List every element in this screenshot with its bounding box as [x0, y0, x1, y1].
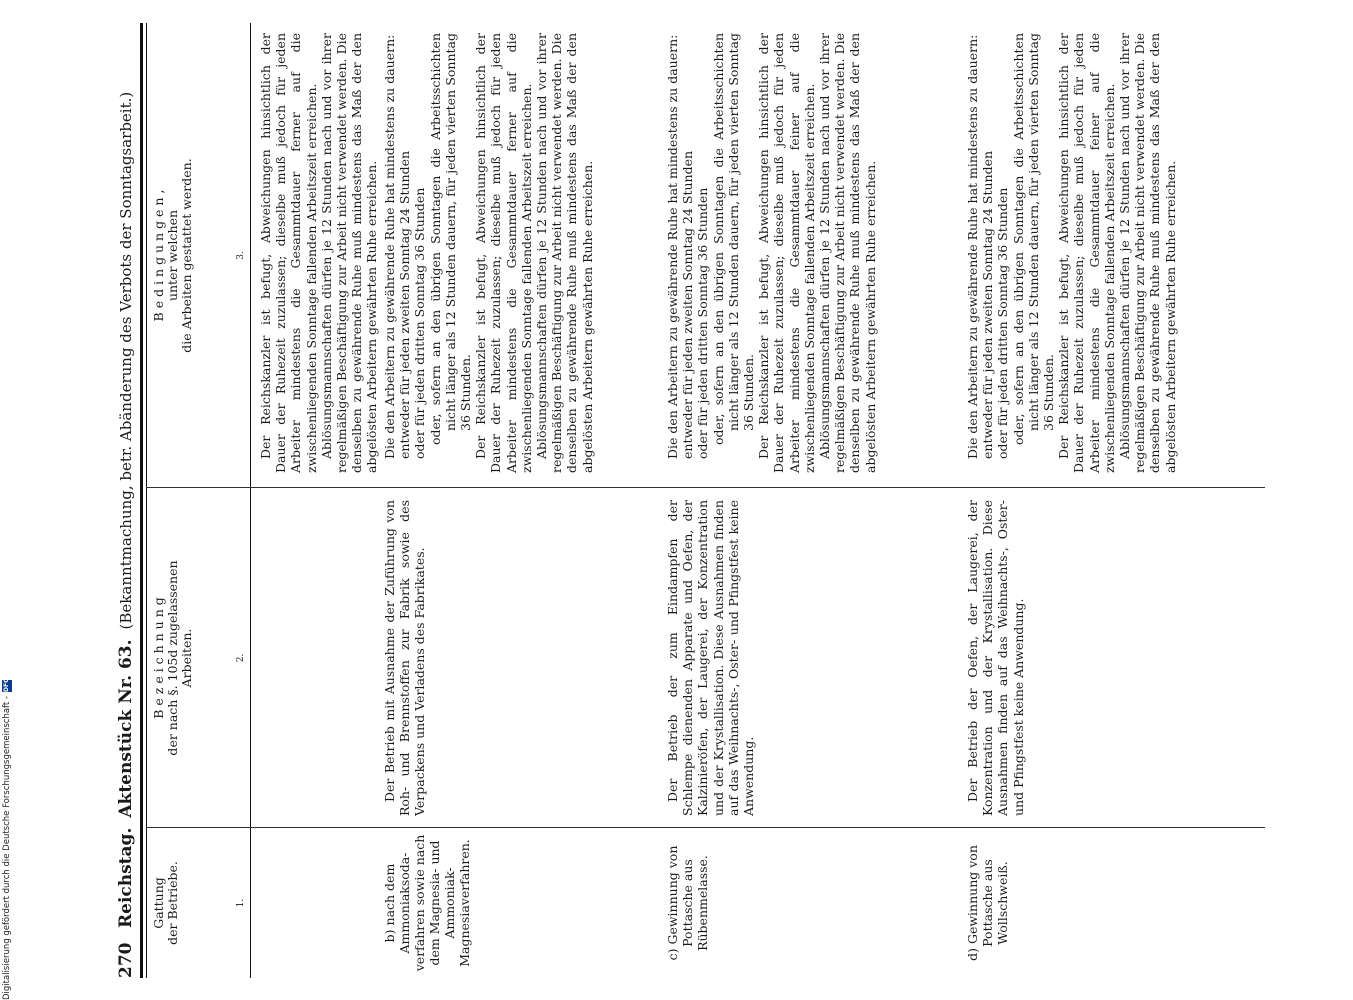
row-b-paragraph-1: Der Reichskanzler ist befugt, Abweichungen hinsichtlich der Dauer der Ruhezeit zuzulassen; dieselbe muß jedoch für jeden Arbeiter mindestens die Gesammtdauer ferner auf die zwischenliegenden Sonntage fallenden Arbeitszeit erreichen.: [473, 33, 534, 473]
row-d-option-2: oder für jeden dritten Sonntag 36 Stunden: [995, 187, 1011, 459]
row-d-work: [965, 500, 1026, 816]
row-b-option-1: entweder für jeden zweiten Sonntag 24 Stunden: [397, 150, 413, 459]
document-title: Aktenstück Nr. 63.: [115, 639, 136, 818]
column-heading-type: Gattung der Betriebe.: [151, 861, 180, 945]
column-heading-work: B e z e i c h n u n g der nach §. 105d zugelassenen Arbeiten.: [151, 560, 194, 756]
top-rule: [140, 23, 143, 978]
top-rule-thin: [146, 23, 147, 978]
dfg-logo: DFG: [3, 678, 10, 693]
column-number-2: 2.: [236, 653, 246, 663]
digitization-credit: [0, 0, 14, 1000]
row-c-work-text: Der Betrieb der zum Eindampfen der Schlempe dienenden Apparate und Oefen, der Kalzinieröfen, der Laugerei, der Konzentration und der Krystallisation. Diese Ausnahmen finden auf das Weihnachts-, Oster- und Pfingstfest keine Anwendung.: [665, 500, 757, 816]
row-c-cond-intro: Die den Arbeitern zu gewährende Ruhe hat mindestens zu dauern:: [665, 34, 680, 459]
row-d-cond-intro: Die den Arbeitern zu gewährende Ruhe hat mindestens zu dauern:: [965, 34, 980, 459]
row-b-option-3: oder, sofern an den übrigen Sonntagen die Arbeitsschichten nicht länger als 12 Stunden dauern, für jeden vierten Sonntag 36 Stunden.: [427, 33, 474, 445]
row-d-option-3: oder, sofern an den übrigen Sonntagen die Arbeitsschichten nicht länger als 12 Stunden dauern, für jeden vierten Sonntag 36 Stunden.: [1010, 33, 1057, 445]
row-c-option-3: oder, sofern an den übrigen Sonntagen die Arbeitsschichten nicht länger als 12 Stunden dauern, für jeden vierten Sonntag 36 Stunden.: [710, 33, 757, 445]
row-d-work-text: Der Betrieb der Oefen, der Laugerei, der Konzentration und der Krystallisation. Diese Ausnahmen finden auf das Weihnachts-, Oster- und Pfingstfest keine Anwendung.: [965, 500, 1026, 816]
header-bottom-rule: [250, 23, 251, 978]
row-d-paragraph-2: Ablösungsmannschaften dürfen je 12 Stunden nach und vor ihrer regelmäßigen Beschäftigung zur Arbeit nicht verwendet werden. Die denselben zu gewährende Ruhe muß mindestens das Maß der den abgelösten Arbeitern gewährten Ruhe erreichen.: [1117, 33, 1178, 473]
rotated-table-sheet: [100, 23, 1265, 978]
row-c-paragraph-1: Der Reichskanzler ist befugt, Abweichungen hinsichtlich der Dauer der Ruhezeit zuzulassen; dieselbe muß jedoch für jeden Arbeiter mindestens die Gesammtdauer feiner auf die zwischenliegenden Sonntage fallenden Arbeitszeit erreichen.: [756, 33, 817, 473]
page-number: 270: [115, 942, 136, 978]
journal-name: Reichstag.: [115, 827, 136, 928]
row-b-type: b) nach dem Ammoniaksoda-verfahren sowie nach dem Magnesia- und Ammoniak-Magnesiaverfahren.: [382, 834, 472, 972]
column-number-3: 3.: [236, 251, 246, 260]
row-c-type: c) Gewinnung von Pottasche aus Rübenmelasse.: [665, 845, 710, 961]
row-d-paragraph-1: Der Reichskanzler ist befugt, Abweichungen hinsichtlich der Dauer der Ruhezeit zuzulassen; dieselbe muß jedoch für jeden Arbeiter mindestens die Gesammtdauer feiner auf die zwischenliegenden Sonntage fallenden Arbeitszeit erreichen.: [1056, 33, 1117, 473]
row-c-paragraph-2: Ablösungsmannschaften dürfen je 12 Stunden nach und vor ihrer regelmäßigen Beschäftigung zur Arbeit nicht verwendet werden. Die denselben zu gewährende Ruhe muß mindestens das Maß der den abgelösten Arbeitern gewährten Ruhe erreichen.: [817, 33, 878, 473]
row-d-type: d) Gewinnung von Pottasche aus Wollschweiß.: [965, 845, 1010, 961]
row-c-option-1: entweder für jeden zweiten Sonntag 24 Stunden: [680, 150, 696, 459]
row-b-work: [382, 500, 428, 816]
page-header: [100, 23, 134, 978]
row-c-conditions: [665, 33, 878, 473]
intro-paragraph: Der Reichskanzler ist befugt, Abweichungen hinsichtlich der Dauer der Ruhezeit zuzulassen; dieselbe muß jedoch für jeden Arbeiter mindestens die Gesammtdauer ferner auf die zwischenliegenden Sonntage fallenden Arbeitszeit erreichen.: [258, 33, 319, 473]
column-number-1: 1.: [236, 898, 246, 908]
column-divider-2: [146, 487, 1265, 488]
column-divider-1: [146, 827, 1265, 828]
intro-conditions: [258, 33, 380, 473]
row-d-option-1: entweder für jeden zweiten Sonntag 24 Stunden: [980, 150, 996, 459]
row-b-cond-intro: Die den Arbeitern zu gewährende Ruhe hat mindestens zu dauern:: [382, 34, 397, 459]
credit-text: Digitalisierung gefördert durch die Deutsche Forschungsgemeinschaft -: [2, 696, 12, 1000]
column-heading-conditions: B e d i n g u n g e n , unter welchen die Arbeiten gestattet werden.: [151, 158, 194, 353]
row-b-option-2: oder für jeden dritten Sonntag 36 Stunden: [412, 187, 428, 459]
row-b-paragraph-2: Ablösungsmannschaften dürfen je 12 Stunden nach und vor ihrer regelmäßigen Beschäftigung zur Arbeit nicht verwendet werden. Die denselben zu gewährende Ruhe muß mindestens das Maß der den abgelösten Arbeitern gewährten Ruhe erreichen.: [534, 33, 595, 473]
document-subtitle: (Bekanntmachung, betr. Abänderung des Verbots der Sonntagsarbeit.): [116, 91, 135, 630]
intro-paragraph: Ablösungsmannschaften dürfen je 12 Stunden nach und vor ihrer regelmäßigen Beschäftigung zur Arbeit nicht verwendet werden. Die denselben zu gewährende Ruhe muß mindestens das Maß der den abgelösten Arbeitern gewährten Ruhe erreichen.: [318, 33, 380, 473]
row-c-work: [665, 500, 756, 816]
row-b-conditions: [382, 33, 595, 473]
row-d-conditions: [965, 33, 1178, 473]
row-b-work-text: Der Betrieb mit Ausnahme der Zuführung von Roh- und Brennstoffen zur Fabrik sowie des Verpackens und Verladens des Fabrikates.: [382, 500, 428, 816]
row-c-option-2: oder für jeden dritten Sonntag 36 Stunden: [695, 187, 711, 459]
